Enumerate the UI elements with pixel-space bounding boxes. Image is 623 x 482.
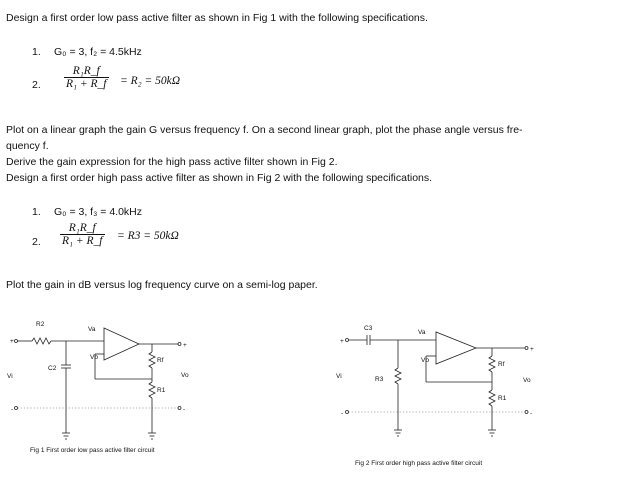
fig2-plus-right: + [530, 346, 534, 353]
fig1-label-r2: R2 [36, 321, 45, 328]
spec2-fraction [60, 222, 105, 247]
fig2-label-vo: Vo [523, 377, 531, 384]
task-line-5: Derive the gain expression for the high pass active filter shown in Fig 2. [6, 156, 338, 168]
fig1-rf-resistor [149, 352, 155, 368]
fig2-label-rf: Rf [498, 361, 505, 368]
spec1-equation-rest: = R₂ = 50kΩ [120, 75, 181, 87]
spec1-number-1: 1. [32, 46, 41, 58]
fig2-circuit [330, 318, 545, 458]
fig2-label-vi: Vi [336, 373, 342, 380]
fig1-minus-right: - [183, 406, 186, 413]
fig1-op-amp [104, 328, 139, 360]
spec2-item-1: G₀ = 3, f₃ = 4.0kHz [54, 206, 143, 218]
fig2-label-r3: R3 [375, 376, 384, 383]
fig2-label-vb: Vb [421, 357, 429, 364]
fig2-plus-left: + [340, 338, 344, 345]
fig1-label-rf: Rf [157, 357, 164, 364]
fig2-label-c3: C3 [364, 325, 373, 332]
spec2-denominator: R₁ + R_f [62, 235, 103, 247]
fig1-plus-left: + [10, 338, 14, 345]
spec2-number-2: 2. [32, 236, 41, 248]
fig2-input-terminal [346, 339, 349, 342]
fig1-label-vb: Vb [90, 354, 98, 361]
spec1-item-1: G₀ = 3, f₂ = 4.5kHz [54, 46, 142, 58]
spec1-fraction [64, 65, 109, 90]
task-line-4: quency f. [6, 140, 49, 152]
fig2-op-amp [436, 332, 476, 364]
fig1-minus-left: - [11, 406, 14, 413]
fig2-r1-resistor [489, 390, 495, 406]
fig2-r3-resistor [395, 368, 401, 384]
task-line-7: Plot the gain in dB versus log frequency curve on a semi-log paper. [6, 279, 318, 291]
fig1-r2-resistor [32, 338, 51, 344]
fig1-output-terminal [178, 343, 181, 346]
spec1-numerator: R₁R_f [64, 65, 109, 78]
fig1-label-vo: Vo [181, 372, 189, 379]
fig1-circuit [0, 310, 200, 460]
fig1-label-va: Va [88, 326, 96, 333]
task-line-6: Design a first order high pass active filter as shown in Fig 2 with the following specifications. [6, 172, 433, 184]
fig2-label-va: Va [418, 329, 426, 336]
fig2-minus-left: - [341, 410, 344, 417]
fig2-rf-resistor [489, 356, 495, 372]
fig1-label-c2: C2 [48, 365, 57, 372]
fig2-minus-right: - [530, 410, 533, 417]
fig2-output-terminal [525, 347, 528, 350]
spec2-numerator: R₁R_f [60, 222, 105, 235]
fig2-caption: Fig 2 First order high pass active filter circuit [355, 460, 483, 467]
fig1-plus-right: + [183, 342, 187, 349]
fig1-label-vi: Vi [7, 373, 13, 380]
spec2-number-1: 1. [32, 206, 41, 218]
spec1-denominator: R₁ + R_f [66, 78, 107, 90]
fig2-label-r1: R1 [498, 395, 507, 402]
task-line-3: Plot on a linear graph the gain G versus frequency f. On a second linear graph, plot the phase angle versus fre- [6, 124, 523, 136]
fig1-r1-resistor [149, 382, 155, 398]
spec1-number-2: 2. [32, 79, 41, 91]
fig1-label-r1: R1 [157, 387, 166, 394]
spec2-equation-rest: = R3 = 50kΩ [117, 230, 179, 242]
fig1-input-terminal [15, 340, 18, 343]
fig1-caption: Fig 1 First order low pass active filter circuit [30, 447, 155, 454]
task-line-1: Design a first order low pass active filter as shown in Fig 1 with the following specifications. [6, 12, 428, 24]
